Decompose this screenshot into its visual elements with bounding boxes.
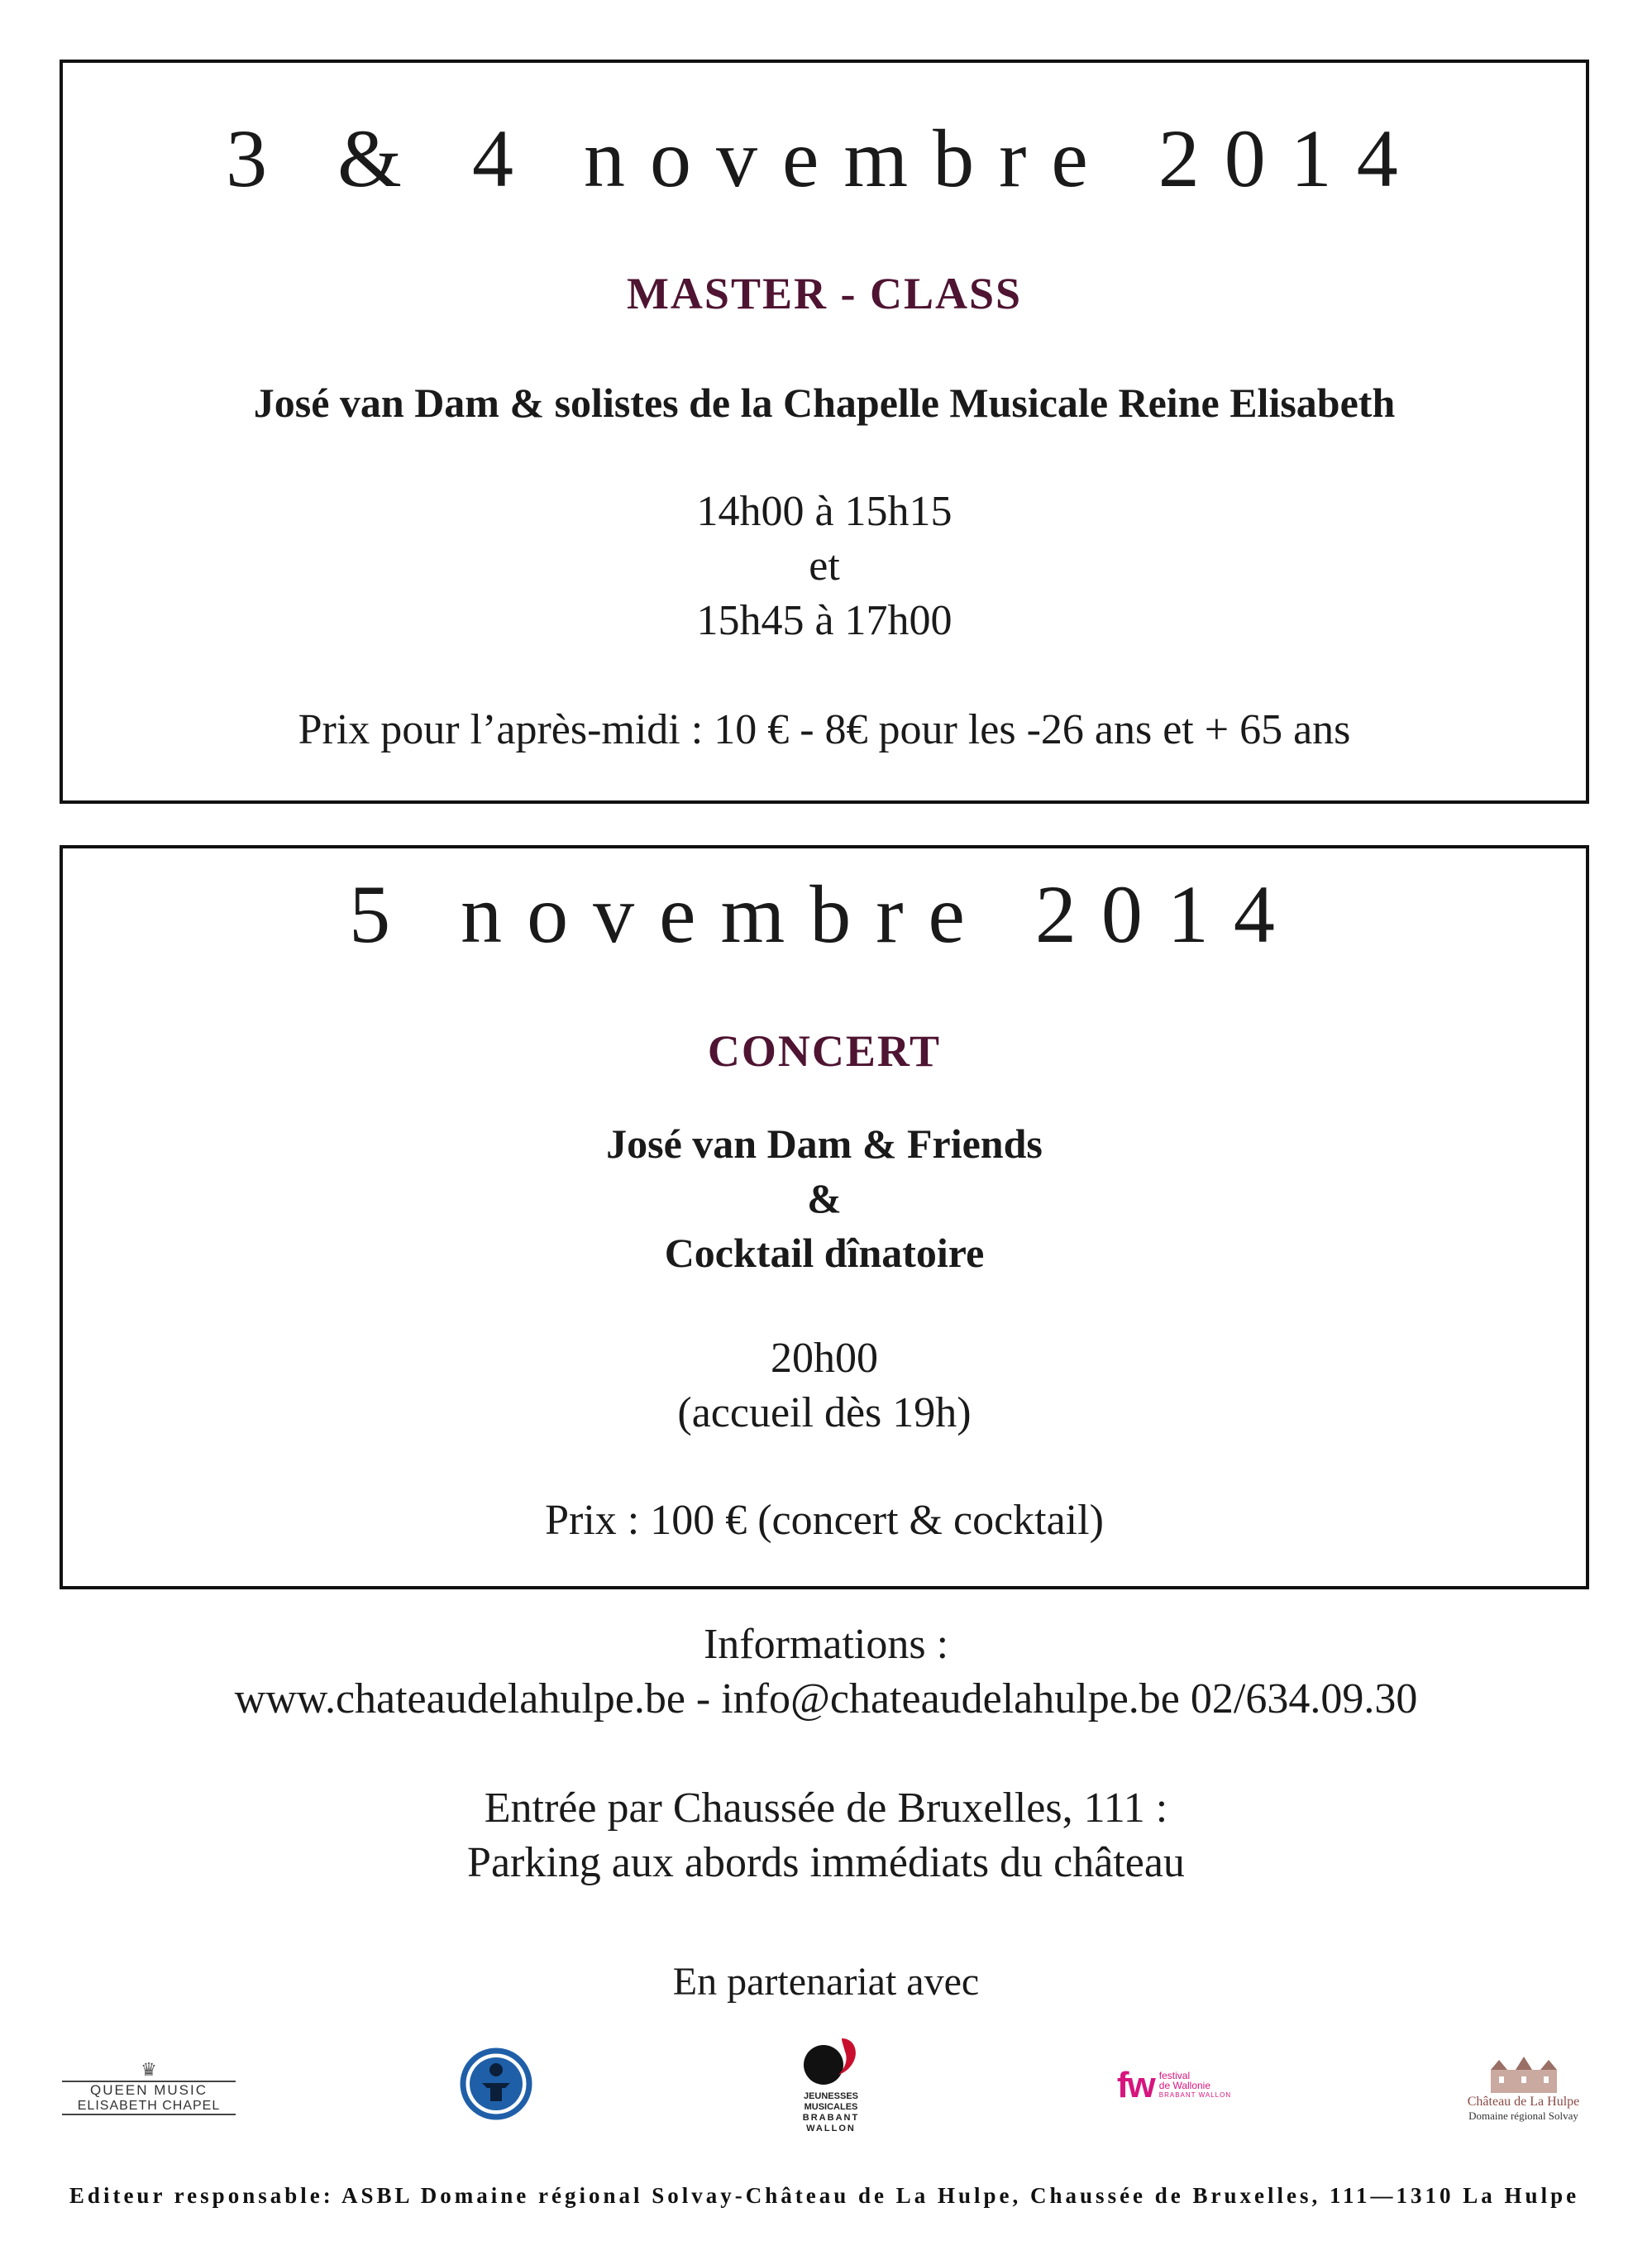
festival-de-wallonie-logo <box>1104 2061 1244 2110</box>
concert-price: Prix : 100 € (concert & cocktail) <box>545 1497 1104 1544</box>
info-entrance: Entrée par Chaussée de Bruxelles, 111 : <box>484 1785 1168 1832</box>
concert-reception: (accueil dès 19h) <box>677 1389 972 1436</box>
jm-line-3: BRABANT <box>802 2113 860 2123</box>
masterclass-performers: José van Dam & solistes de la Chapelle Musicale Reine Elisabeth <box>253 380 1396 426</box>
jm-line-2: MUSICALES <box>804 2102 858 2112</box>
concert-performers <box>63 1116 1586 1280</box>
concert-time: 20h00 <box>771 1335 878 1382</box>
chateau-de-la-hulpe-logo <box>1451 2051 1596 2125</box>
masterclass-time-join: et <box>809 542 840 590</box>
queen-elisabeth-chapel-logo <box>58 2059 240 2117</box>
publisher-footer: Editeur responsable: ASBL Domaine régional Solvay-Château de La Hulpe, Chaussée de Bruxelles, 111—1310 La Hulpe <box>69 2183 1580 2208</box>
info-contact[interactable]: www.chateaudelahulpe.be - info@chateaudelahulpe.be 02/634.09.30 <box>234 1675 1418 1722</box>
masterclass-time-2: 15h45 à 17h00 <box>696 597 953 644</box>
masterclass-times <box>63 485 1586 648</box>
masterclass-price: Prix pour l’après-midi : 10 € - 8€ pour les -26 ans et + 65 ans <box>298 706 1351 753</box>
concert-times <box>63 1331 1586 1441</box>
info-parking: Parking aux abords immédiats du château <box>467 1839 1185 1886</box>
concert-box <box>60 845 1589 1589</box>
fw-line-3: BRABANT WALLON <box>1158 2091 1232 2099</box>
crown-icon: ♛ <box>141 2059 157 2081</box>
fw-line-2: de Wallonie <box>1158 2080 1211 2091</box>
masterclass-date: 3 & 4 novembre 2014 <box>226 112 1423 204</box>
jm-mark-icon <box>794 2033 868 2091</box>
masterclass-box <box>60 60 1589 804</box>
queen-line-2: ELISABETH CHAPEL <box>77 2098 221 2113</box>
concert-performers-2: Cocktail dînatoire <box>664 1230 985 1276</box>
figure-circle-icon <box>459 2047 533 2121</box>
jm-line-1: JEUNESSES <box>803 2091 858 2101</box>
chateau-line-2: Domaine régional Solvay <box>1468 2109 1578 2122</box>
queen-line-1: QUEEN MUSIC <box>90 2082 208 2099</box>
fw-line-1: festival <box>1158 2070 1191 2081</box>
info-partnership: En partenariat avec <box>672 1960 980 2004</box>
concert-performers-1: José van Dam & Friends <box>606 1120 1043 1167</box>
masterclass-heading: MASTER - CLASS <box>626 269 1023 318</box>
concert-date: 5 novembre 2014 <box>349 868 1300 960</box>
concert-heading: CONCERT <box>707 1026 942 1076</box>
info-label: Informations : <box>703 1621 949 1668</box>
fw-mark: fw <box>1116 2065 1154 2105</box>
masterclass-time-1: 14h00 à 15h15 <box>696 488 953 535</box>
concert-performers-join: & <box>807 1175 842 1221</box>
jeunesses-musicales-logo <box>781 2030 881 2138</box>
jm-line-4: WALLON <box>806 2124 856 2133</box>
sapin-vert-logo <box>459 2047 533 2121</box>
chateau-building-icon <box>1474 2055 1573 2095</box>
chateau-line-1: Château de La Hulpe <box>1467 2094 1580 2109</box>
